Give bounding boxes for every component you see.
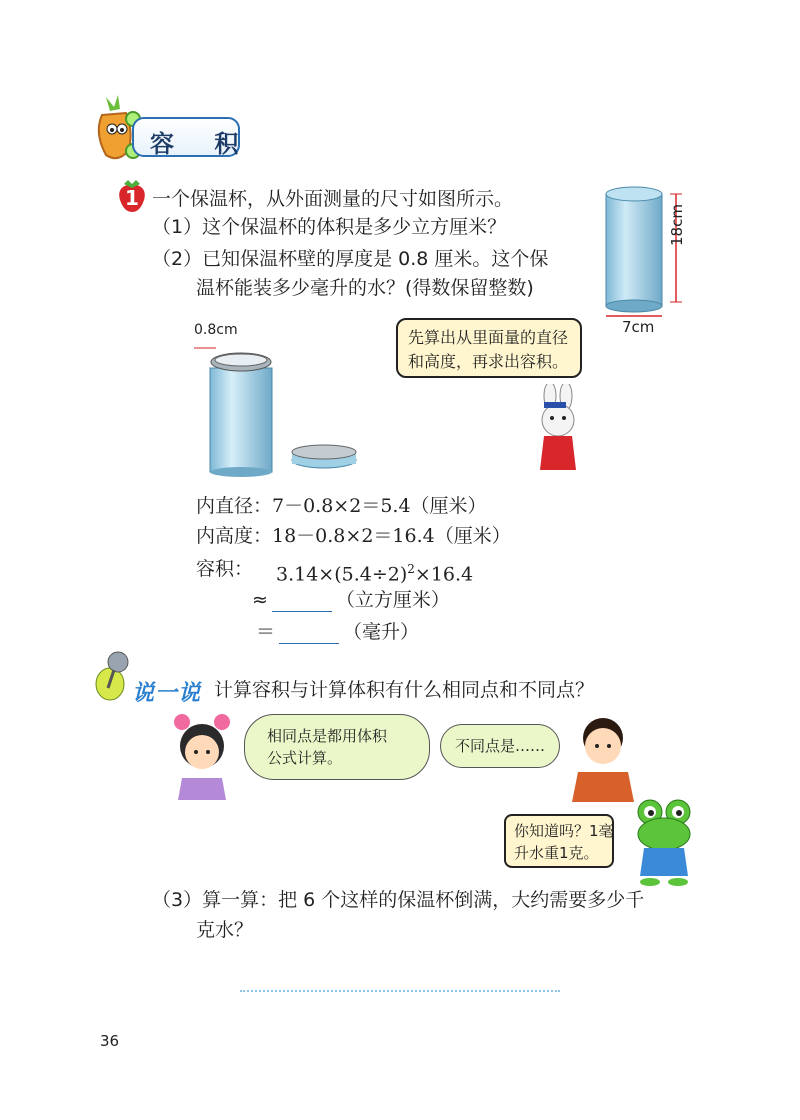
height-label: 18cm [668, 204, 686, 246]
volume-expr-exponent: 2 [407, 562, 415, 576]
example-number: 1 [125, 186, 139, 210]
frog-speech-bubble [504, 814, 614, 868]
section-title: 容 积 [150, 130, 255, 158]
page-number: 36 [100, 1032, 120, 1050]
approx-line [252, 588, 450, 612]
frog-bubble-line1: 你知道吗？1毫 [514, 822, 614, 840]
girl-bubble-line1: 相同点是都用体积 [267, 727, 388, 745]
volume-expression [276, 557, 473, 586]
frog-mascot-icon [628, 796, 700, 888]
equal-line [256, 620, 419, 644]
discuss-question: 计算容积与计算体积有什么相同点和不同点？ [214, 679, 595, 701]
question-2-line1: （2）已知保温杯壁的厚度是 0.8 厘米。这个保 [152, 248, 549, 270]
volume-expr-b: ×16.4 [414, 563, 474, 586]
boy-bubble-text: 不同点是…… [455, 737, 546, 755]
girl-character-icon [168, 708, 236, 800]
example-intro: 一个保温杯，从外面测量的尺寸如图所示。 [152, 188, 514, 210]
microphone-mascot-icon [92, 648, 136, 704]
question-2-line2: 温杯能装多少毫升的水？(得数保留整数) [196, 277, 534, 299]
question-3-line2: 克水？ [196, 919, 254, 941]
rabbit-speech-bubble [396, 318, 582, 378]
volume-expr-a: 3.14×(5.4÷2) [276, 563, 408, 586]
approx-answer-blank[interactable] [272, 591, 332, 612]
boy-character-icon [568, 710, 638, 802]
volume-label: 容积： [196, 558, 254, 580]
dotted-divider [240, 990, 560, 992]
approx-unit: （立方厘米） [335, 589, 450, 611]
equal-unit: （毫升） [343, 621, 420, 643]
thickness-label: 0.8cm [194, 322, 238, 338]
question-3-line1: （3）算一算：把 6 个这样的保温杯倒满，大约需要多少千 [152, 889, 645, 911]
approx-sign: ≈ [252, 589, 268, 611]
discuss-badge: 说一说 [132, 681, 202, 706]
girl-speech-bubble [244, 714, 430, 780]
rabbit-bubble-line1: 先算出从里面量的直径 [408, 328, 569, 347]
solution-diameter: 内直径：7－0.8×2＝5.4（厘米） [196, 495, 487, 517]
rabbit-bubble-line2: 和高度，再求出容积。 [408, 352, 569, 371]
diameter-label: 7cm [622, 318, 655, 336]
frog-bubble-line2: 升水重1克。 [514, 844, 599, 862]
girl-bubble-line2: 公式计算。 [267, 749, 343, 767]
boy-speech-bubble [440, 724, 560, 768]
question-1: （1）这个保温杯的体积是多少立方厘米？ [152, 216, 507, 238]
equal-sign: ＝ [256, 621, 276, 643]
rabbit-mascot-icon [526, 384, 590, 474]
open-cup-figure [192, 340, 372, 480]
solution-height: 内高度：18－0.8×2＝16.4（厘米） [196, 525, 511, 547]
equal-answer-blank[interactable] [279, 623, 339, 644]
